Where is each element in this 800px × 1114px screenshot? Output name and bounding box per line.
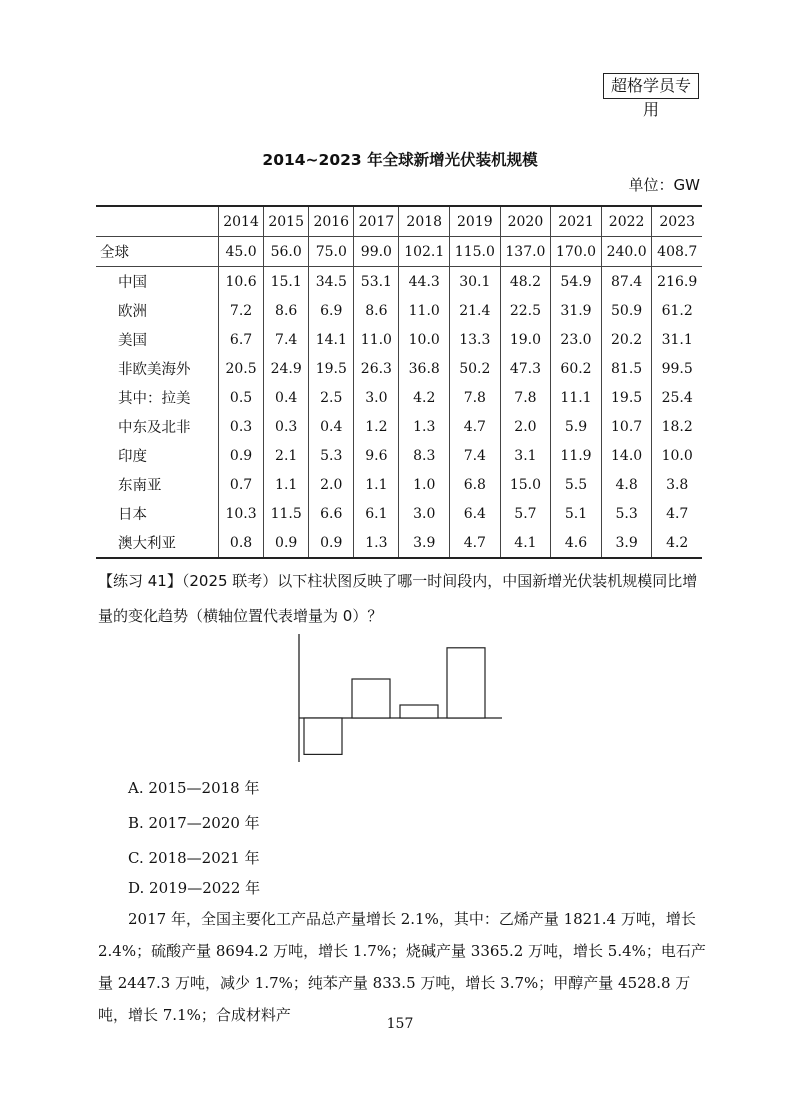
table-cell: 7.8 (450, 383, 501, 412)
table-cell: 6.8 (450, 470, 501, 499)
row-label: 东南亚 (96, 470, 219, 499)
table-cell: 0.7 (219, 470, 264, 499)
table-row (96, 354, 702, 383)
option-c[interactable]: C. 2018—2021 年 (128, 849, 260, 867)
table-cell: 48.2 (500, 267, 551, 297)
year-header: 2021 (551, 206, 602, 237)
table-cell: 7.4 (264, 325, 309, 354)
table-cell: 6.7 (219, 325, 264, 354)
year-header: 2020 (500, 206, 551, 237)
row-label: 日本 (96, 499, 219, 528)
table-cell: 60.2 (551, 354, 602, 383)
table-cell: 30.1 (450, 267, 501, 297)
table-cell: 13.3 (450, 325, 501, 354)
table-cell: 7.8 (500, 383, 551, 412)
table-cell: 11.0 (354, 325, 399, 354)
table-cell: 26.3 (354, 354, 399, 383)
row-label: 中东及北非 (96, 412, 219, 441)
year-header: 2017 (354, 206, 399, 237)
table-cell: 4.7 (450, 528, 501, 558)
table-cell: 6.9 (309, 296, 354, 325)
table-cell: 3.9 (601, 528, 652, 558)
bar (352, 679, 390, 718)
table-row (96, 412, 702, 441)
table-cell: 21.4 (450, 296, 501, 325)
table-cell: 53.1 (354, 267, 399, 297)
table-cell: 0.9 (309, 528, 354, 558)
table-cell: 2.5 (309, 383, 354, 412)
table-cell: 75.0 (309, 237, 354, 267)
table-cell: 10.0 (399, 325, 450, 354)
option-a[interactable]: A. 2015—2018 年 (128, 779, 260, 797)
question-text: 【练习 41】（2025 联考）以下柱状图反映了哪一时间段内，中国新增光伏装机规模同比增量的变化趋势（横轴位置代表增量为 0）？ (98, 572, 698, 625)
table-cell: 2.0 (309, 470, 354, 499)
table-cell: 10.3 (219, 499, 264, 528)
table-cell: 5.1 (551, 499, 602, 528)
table-cell: 3.1 (500, 441, 551, 470)
table-cell: 34.5 (309, 267, 354, 297)
table-cell: 102.1 (399, 237, 450, 267)
table-cell: 15.0 (500, 470, 551, 499)
table-cell: 81.5 (601, 354, 652, 383)
table-cell: 0.4 (309, 412, 354, 441)
table-cell: 25.4 (652, 383, 702, 412)
table-cell: 137.0 (500, 237, 551, 267)
table-cell: 31.1 (652, 325, 702, 354)
table-row (96, 528, 702, 558)
row-label: 其中：拉美 (96, 383, 219, 412)
page-number: 157 (386, 1016, 414, 1032)
table-cell: 47.3 (500, 354, 551, 383)
year-header: 2014 (219, 206, 264, 237)
table-cell: 6.6 (309, 499, 354, 528)
table-cell: 20.2 (601, 325, 652, 354)
row-label: 非欧美海外 (96, 354, 219, 383)
unit-label: 单位：GW (628, 176, 700, 194)
table-cell: 36.8 (399, 354, 450, 383)
table-cell: 0.3 (219, 412, 264, 441)
table-cell: 19.5 (309, 354, 354, 383)
table-cell: 0.9 (219, 441, 264, 470)
table-cell: 1.2 (354, 412, 399, 441)
table-cell: 19.0 (500, 325, 551, 354)
table-cell: 10.6 (219, 267, 264, 297)
table-cell: 4.7 (450, 412, 501, 441)
table-cell: 5.5 (551, 470, 602, 499)
table-cell: 5.3 (309, 441, 354, 470)
table-cell: 87.4 (601, 267, 652, 297)
table-header-row (96, 206, 702, 237)
table-cell: 1.1 (354, 470, 399, 499)
table-cell: 10.7 (601, 412, 652, 441)
table-cell: 5.7 (500, 499, 551, 528)
table-cell: 3.0 (354, 383, 399, 412)
option-b[interactable]: B. 2017—2020 年 (128, 814, 260, 832)
table-cell: 50.9 (601, 296, 652, 325)
table-title: 2014~2023 年全球新增光伏装机规模 (262, 151, 538, 169)
table-cell: 11.5 (264, 499, 309, 528)
table-cell: 14.1 (309, 325, 354, 354)
table-cell: 0.4 (264, 383, 309, 412)
table-cell: 7.4 (450, 441, 501, 470)
table-cell: 7.2 (219, 296, 264, 325)
row-label: 印度 (96, 441, 219, 470)
table-cell: 0.8 (219, 528, 264, 558)
row-label: 欧洲 (96, 296, 219, 325)
table-cell: 3.0 (399, 499, 450, 528)
table-row (96, 499, 702, 528)
table-cell: 45.0 (219, 237, 264, 267)
table-cell: 10.0 (652, 441, 702, 470)
table-cell: 170.0 (551, 237, 602, 267)
table-cell: 4.8 (601, 470, 652, 499)
body-paragraph: 2017 年，全国主要化工产品总产量增长 2.1%，其中：乙烯产量 1821.4 万吨，增长 2.4%；硫酸产量 8694.2 万吨，增长 1.7%；烧碱产量 3365.2 万吨，增长 5.4%；电石产量 2447.3 万吨，减少 1.7%；纯苯产量 833.5 万吨，增长 3.7%；甲醇产量 4528.8 万吨，增长 7.1%；合成材料产 (98, 910, 706, 1024)
table-cell: 2.0 (500, 412, 551, 441)
year-header: 2023 (652, 206, 702, 237)
table-cell: 8.3 (399, 441, 450, 470)
table-cell: 9.6 (354, 441, 399, 470)
bar-chart (294, 634, 514, 764)
table-cell: 1.1 (264, 470, 309, 499)
row-label: 全球 (96, 237, 219, 267)
table-cell: 99.5 (652, 354, 702, 383)
table-cell: 3.8 (652, 470, 702, 499)
table-cell: 1.3 (399, 412, 450, 441)
table-row (96, 237, 702, 267)
table-cell: 61.2 (652, 296, 702, 325)
table-cell: 6.4 (450, 499, 501, 528)
table-row (96, 325, 702, 354)
option-d[interactable]: D. 2019—2022 年 (128, 879, 261, 897)
table-cell: 408.7 (652, 237, 702, 267)
table-row (96, 441, 702, 470)
table-cell: 56.0 (264, 237, 309, 267)
table-cell: 31.9 (551, 296, 602, 325)
table-row (96, 296, 702, 325)
row-label: 中国 (96, 267, 219, 297)
table-cell: 0.3 (264, 412, 309, 441)
table-cell: 0.9 (264, 528, 309, 558)
table-cell: 20.5 (219, 354, 264, 383)
table-row (96, 383, 702, 412)
year-header: 2018 (399, 206, 450, 237)
table-cell: 50.2 (450, 354, 501, 383)
table-cell: 99.0 (354, 237, 399, 267)
row-label: 澳大利亚 (96, 528, 219, 558)
bar (447, 648, 485, 718)
table-cell: 3.9 (399, 528, 450, 558)
table-cell: 216.9 (652, 267, 702, 297)
table-cell: 11.9 (551, 441, 602, 470)
table-cell: 5.3 (601, 499, 652, 528)
table-cell: 4.6 (551, 528, 602, 558)
table-cell: 44.3 (399, 267, 450, 297)
year-header: 2015 (264, 206, 309, 237)
table-row (96, 470, 702, 499)
table-cell: 19.5 (601, 383, 652, 412)
year-header: 2022 (601, 206, 652, 237)
table-cell: 11.1 (551, 383, 602, 412)
table-cell: 23.0 (551, 325, 602, 354)
exclusive-label: 超格学员专用 (603, 73, 699, 99)
table-cell: 1.3 (354, 528, 399, 558)
table-cell: 4.2 (399, 383, 450, 412)
table-cell: 15.1 (264, 267, 309, 297)
pv-data-table (96, 205, 702, 559)
table-cell: 1.0 (399, 470, 450, 499)
header-corner (96, 206, 219, 237)
table-cell: 5.9 (551, 412, 602, 441)
bar (400, 705, 438, 718)
table-row (96, 267, 702, 297)
table-cell: 8.6 (264, 296, 309, 325)
table-cell: 18.2 (652, 412, 702, 441)
table-cell: 54.9 (551, 267, 602, 297)
year-header: 2016 (309, 206, 354, 237)
table-cell: 4.7 (652, 499, 702, 528)
table-cell: 6.1 (354, 499, 399, 528)
year-header: 2019 (450, 206, 501, 237)
table-cell: 11.0 (399, 296, 450, 325)
table-cell: 24.9 (264, 354, 309, 383)
table-cell: 14.0 (601, 441, 652, 470)
table-cell: 2.1 (264, 441, 309, 470)
table-cell: 4.1 (500, 528, 551, 558)
table-cell: 240.0 (601, 237, 652, 267)
table-cell: 8.6 (354, 296, 399, 325)
table-cell: 0.5 (219, 383, 264, 412)
row-label: 美国 (96, 325, 219, 354)
table-cell: 115.0 (450, 237, 501, 267)
table-cell: 22.5 (500, 296, 551, 325)
table-cell: 4.2 (652, 528, 702, 558)
bar (304, 718, 342, 754)
